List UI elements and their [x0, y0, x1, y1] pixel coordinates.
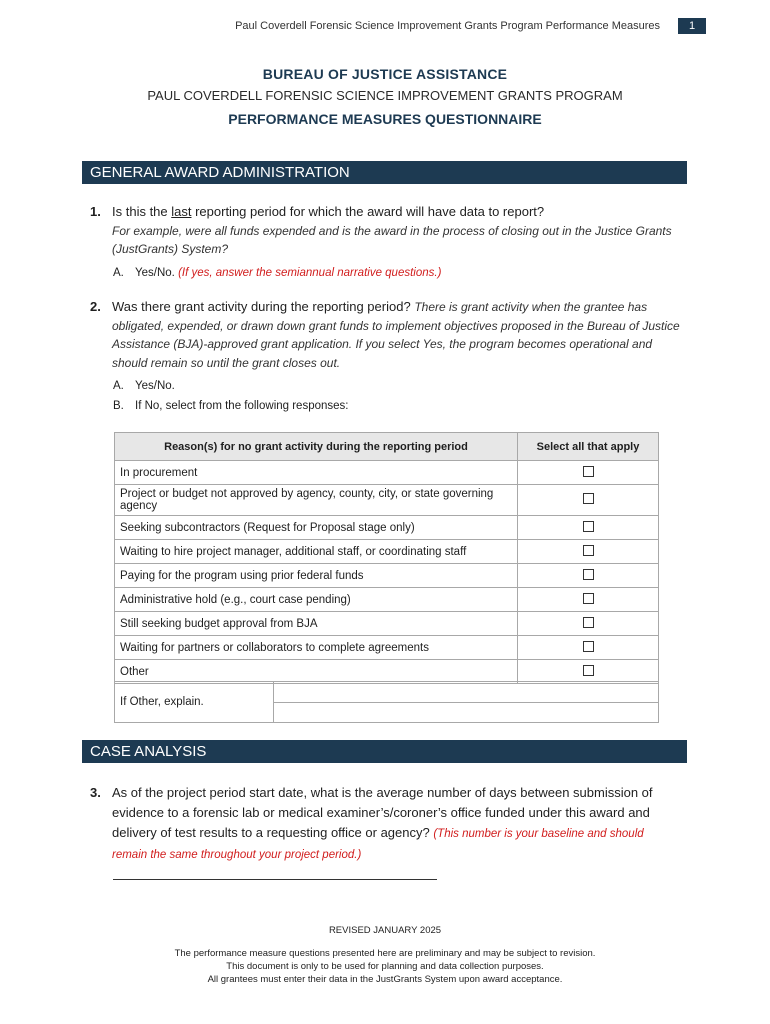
reason-label: Still seeking budget approval from BJA: [115, 612, 518, 636]
option-text: Yes/No.: [135, 267, 175, 279]
reason-label: Project or budget not approved by agency, county, city, or state governing agency: [115, 485, 518, 516]
checkbox[interactable]: [583, 521, 594, 532]
reason-checkbox-cell: [518, 461, 659, 485]
question-text: Was there grant activity during the reporting period?: [112, 299, 411, 314]
reason-checkbox-cell: [518, 612, 659, 636]
question-note: (This number is your baseline and should remain the same throughout your project period.): [112, 828, 644, 861]
option-note: (If yes, answer the semiannual narrative questions.): [178, 267, 442, 279]
table-row: [115, 588, 659, 612]
reasons-column-header: Reason(s) for no grant activity during the reporting period: [115, 433, 518, 461]
table-row: [115, 564, 659, 588]
table-row: [115, 612, 659, 636]
reason-checkbox-cell: [518, 588, 659, 612]
document-title: PERFORMANCE MEASURES QUESTIONNAIRE: [228, 111, 542, 127]
agency-title: BUREAU OF JUSTICE ASSISTANCE: [262, 66, 508, 82]
checkbox[interactable]: [583, 545, 594, 556]
checkbox[interactable]: [583, 569, 594, 580]
checkbox[interactable]: [583, 617, 594, 628]
reason-label: Paying for the program using prior federal funds: [115, 564, 518, 588]
select-column-header: Select all that apply: [518, 433, 659, 461]
question-3: [90, 783, 680, 865]
question-number: 1.: [90, 204, 101, 219]
reason-label: Waiting for partners or collaborators to complete agreements: [115, 636, 518, 660]
option-letter: B.: [113, 400, 124, 412]
checkbox[interactable]: [583, 665, 594, 676]
checkbox[interactable]: [583, 466, 594, 477]
reason-label: Waiting to hire project manager, additional staff, or coordinating staff: [115, 540, 518, 564]
reason-checkbox-cell: [518, 540, 659, 564]
section-general-award-administration: GENERAL AWARD ADMINISTRATION: [82, 161, 687, 184]
q1-option-a: [113, 267, 441, 279]
option-letter: A.: [113, 267, 124, 279]
reason-checkbox-cell: [518, 660, 659, 684]
reason-label: Seeking subcontractors (Request for Proposal stage only): [115, 516, 518, 540]
checkbox[interactable]: [583, 593, 594, 604]
page-number: 1: [678, 18, 706, 34]
reason-checkbox-cell: [518, 564, 659, 588]
program-title: PAUL COVERDELL FORENSIC SCIENCE IMPROVEMENT GRANTS PROGRAM: [147, 88, 623, 103]
option-text: Yes/No.: [135, 380, 175, 392]
q2-option-a: [113, 380, 175, 392]
other-explain-table: [114, 681, 659, 723]
question-number: 2.: [90, 299, 101, 314]
reason-checkbox-cell: [518, 636, 659, 660]
question-number: 3.: [90, 785, 101, 800]
title-block: [0, 66, 770, 127]
other-explain-label: If Other, explain.: [115, 682, 274, 723]
table-row: [115, 660, 659, 684]
other-explain-input-line[interactable]: [274, 702, 659, 723]
other-explain-input[interactable]: [274, 682, 659, 703]
table-row: [115, 485, 659, 516]
table-row: [115, 636, 659, 660]
reason-label: In procurement: [115, 461, 518, 485]
running-header: Paul Coverdell Forensic Science Improvement Grants Program Performance Measures: [235, 20, 660, 32]
checkbox[interactable]: [583, 641, 594, 652]
q2-option-b: [113, 400, 349, 412]
question-underlined-word: last: [171, 204, 192, 219]
table-row: [115, 461, 659, 485]
reasons-table: [114, 432, 659, 684]
footer-line: This document is only to be used for planning and data collection purposes.: [226, 961, 544, 972]
option-letter: A.: [113, 380, 124, 392]
answer-line[interactable]: [113, 879, 437, 880]
question-1: [90, 203, 680, 259]
option-text: If No, select from the following responses:: [135, 400, 349, 412]
table-row: [115, 540, 659, 564]
revised-date: REVISED JANUARY 2025: [328, 925, 442, 936]
section-case-analysis: CASE ANALYSIS: [82, 740, 687, 763]
question-text-rest: reporting period for which the award will have data to report?: [191, 204, 545, 219]
reason-label: Other: [115, 660, 518, 684]
reason-checkbox-cell: [518, 485, 659, 516]
reason-checkbox-cell: [518, 516, 659, 540]
footer-line: The performance measure questions presented here are preliminary and may be subject to revision.: [174, 948, 596, 959]
question-guidance: For example, were all funds expended and is the award in the process of closing out in the Justice Grants (JustGrants) System?: [112, 223, 672, 256]
footer-disclaimer: [0, 947, 770, 986]
question-2: [90, 298, 680, 372]
footer-line: All grantees must enter their data in the JustGrants System upon award acceptance.: [207, 974, 563, 985]
table-row: [115, 516, 659, 540]
question-text: As of the project period start date, what is the average number of days between submission of evidence to a forensic lab or medical examiner’s/coroner’s office funded under this award and delivery of test results to a requesting office or agency?: [112, 785, 653, 840]
reason-label: Administrative hold (e.g., court case pending): [115, 588, 518, 612]
question-guidance: There is grant activity when the grantee has obligated, expended, or drawn down grant funds to implement objectives proposed in the Bureau of Justice Assistance (BJA)-approved grant application. If you select Yes, the program becomes operational and should remain so until the grant closes out.: [112, 300, 680, 370]
question-text: Is this the: [112, 204, 172, 219]
checkbox[interactable]: [583, 493, 594, 504]
